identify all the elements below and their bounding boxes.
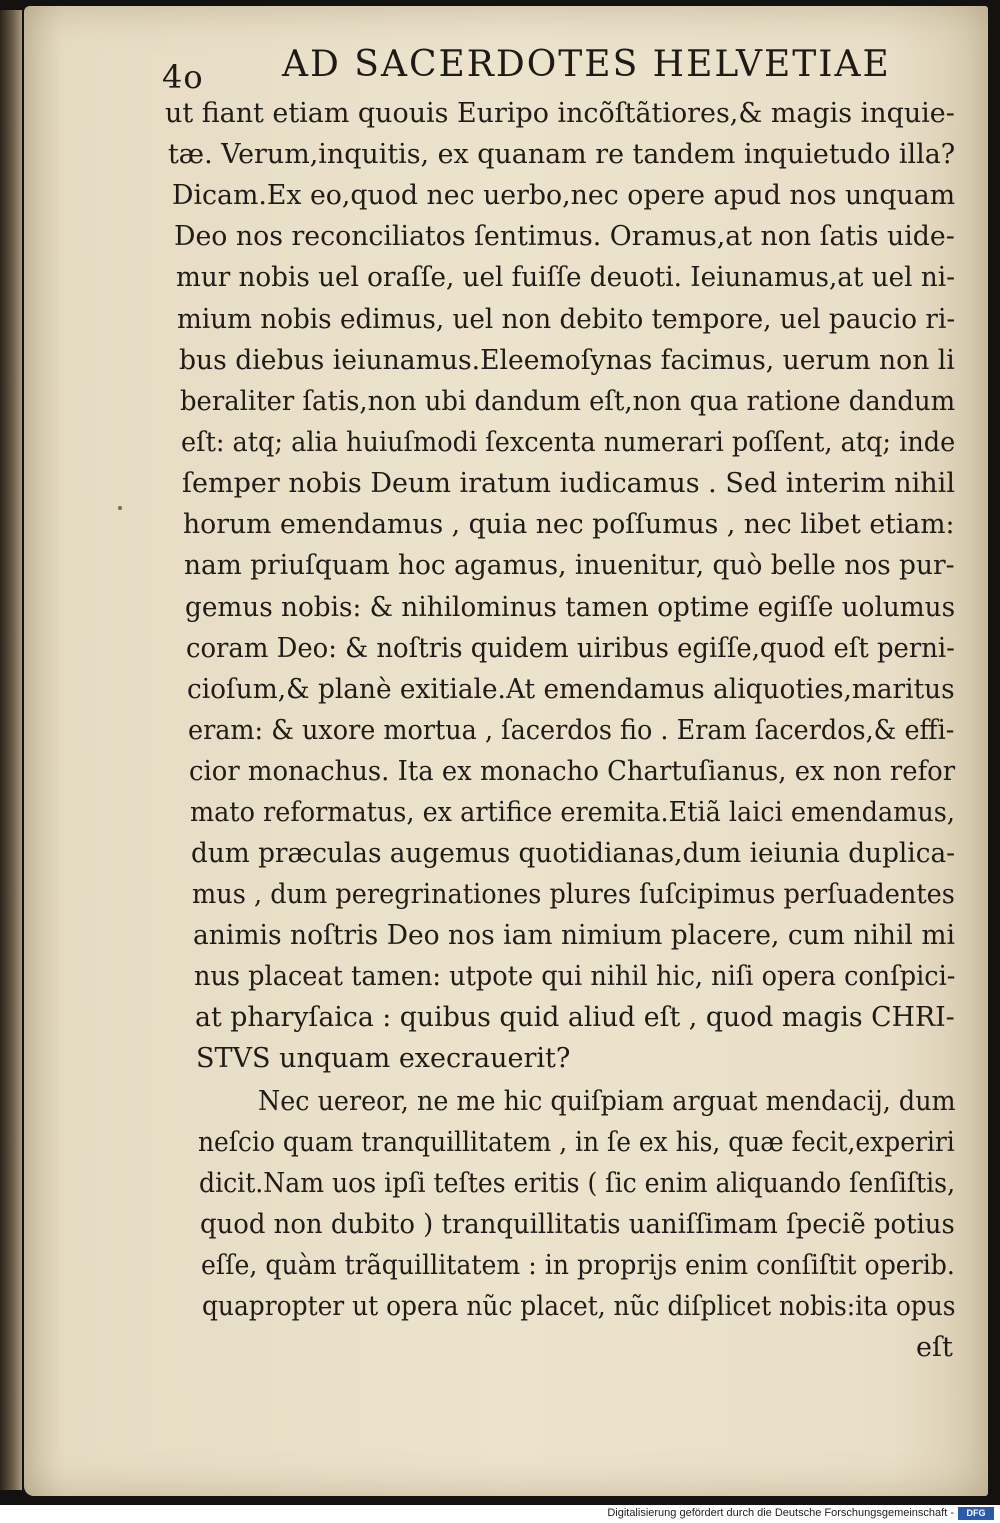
text-line: horum emendamus , quia nec poſſumus , nec libet etiam: (183, 509, 955, 540)
text-line: mur nobis uel oraſſe, uel fuiſſe deuoti. Ieiunamus,at uel ni- (176, 262, 955, 293)
text-line: dum præculas augemus quotidianas,dum ieiunia duplica- (191, 838, 956, 869)
text-line: nam priuſquam hoc agamus, inuenitur, quò belle nos pur- (184, 550, 955, 581)
text-line: quod non dubito ) tranquillitatis uaniſſimam ſpeciẽ potius (200, 1209, 955, 1240)
dfg-logo: DFG (958, 1507, 994, 1520)
text-line: tæ. Verum,inquitis, ex quanam re tandem inquietudo illa? (168, 139, 956, 170)
text-line: eram: & uxore mortua , ſacerdos fio . Eram ſacerdos,& effi- (188, 715, 955, 746)
digitization-footer (0, 1505, 1000, 1523)
text-line: Deo nos reconciliatos ſentimus. Oramus,at non ſatis uide- (174, 221, 955, 252)
text-line: at pharyſaica : quibus quid aliud eſt , quod magis CHRI- (195, 1002, 955, 1033)
text-line: STVS unquam execrauerit? (196, 1043, 571, 1074)
text-line: Dicam.Ex eo,quod nec uerbo,nec opere apud nos unquam (172, 180, 956, 211)
text-line: mato reformatus, ex artifice eremita.Etiã laici emendamus, (190, 797, 955, 828)
text-line: ut fiant etiam quouis Euripo incõſtãtiores,& magis inquie- (165, 98, 955, 129)
text-line: quapropter ut opera nũc placet, nũc diſplicet nobis:ita opus (202, 1291, 956, 1322)
text-line: eſt: atq; alia huiuſmodi ſexcenta numerari poſſent, atq; inde (181, 427, 956, 458)
text-line: bus diebus ieiunamus.Eleemoſynas facimus, uerum non li (179, 345, 955, 376)
text-line: cior monachus. Ita ex monacho Chartuſianus, ex non refor (189, 756, 956, 787)
text-line: animis noſtris Deo nos iam nimium placere, cum nihil mi (193, 920, 955, 951)
footer-credit: Digitalisierung gefördert durch die Deutsche Forschungsgemeinschaft - (607, 1507, 954, 1519)
running-head: AD SACERDOTES HELVETIAE (282, 44, 891, 85)
catchword: eſt (916, 1332, 953, 1363)
text-line: dicit.Nam uos ipſi teſtes eritis ( ſic enim aliquando ſenſiſtis, (199, 1168, 956, 1199)
text-line: mium nobis edimus, uel non debito tempore, uel paucio ri- (177, 304, 956, 335)
text-line: gemus nobis: & nihilominus tamen optime egiſſe uolumus (185, 592, 956, 623)
text-line: coram Deo: & noſtris quidem uiribus egiſſe,quod eſt perni- (186, 633, 955, 664)
text-line: Nec uereor, ne me hic quiſpiam arguat mendacij, dum (258, 1086, 956, 1117)
text-line: cioſum,& planè exitiale.At emendamus aliquoties,maritus (187, 674, 955, 705)
text-line: ſemper nobis Deum iratum iudicamus . Sed interim nihil (182, 468, 955, 499)
text-line: neſcio quam tranquillitatem , in ſe ex his, quæ fecit,experiri (198, 1127, 955, 1158)
text-line: eſſe, quàm trãquillitatem : in proprijs enim conſiſtit operib. (201, 1250, 955, 1281)
page-number: 4o (162, 58, 204, 96)
text-line: mus , dum peregrinationes plures ſuſcipimus perſuadentes (192, 879, 955, 910)
margin-speck (118, 506, 122, 510)
text-line: beraliter ſatis,non ubi dandum eſt,non qua ratione dandum (180, 386, 956, 417)
text-line: nus placeat tamen: utpote qui nihil hic, niſi opera conſpici- (194, 961, 956, 992)
